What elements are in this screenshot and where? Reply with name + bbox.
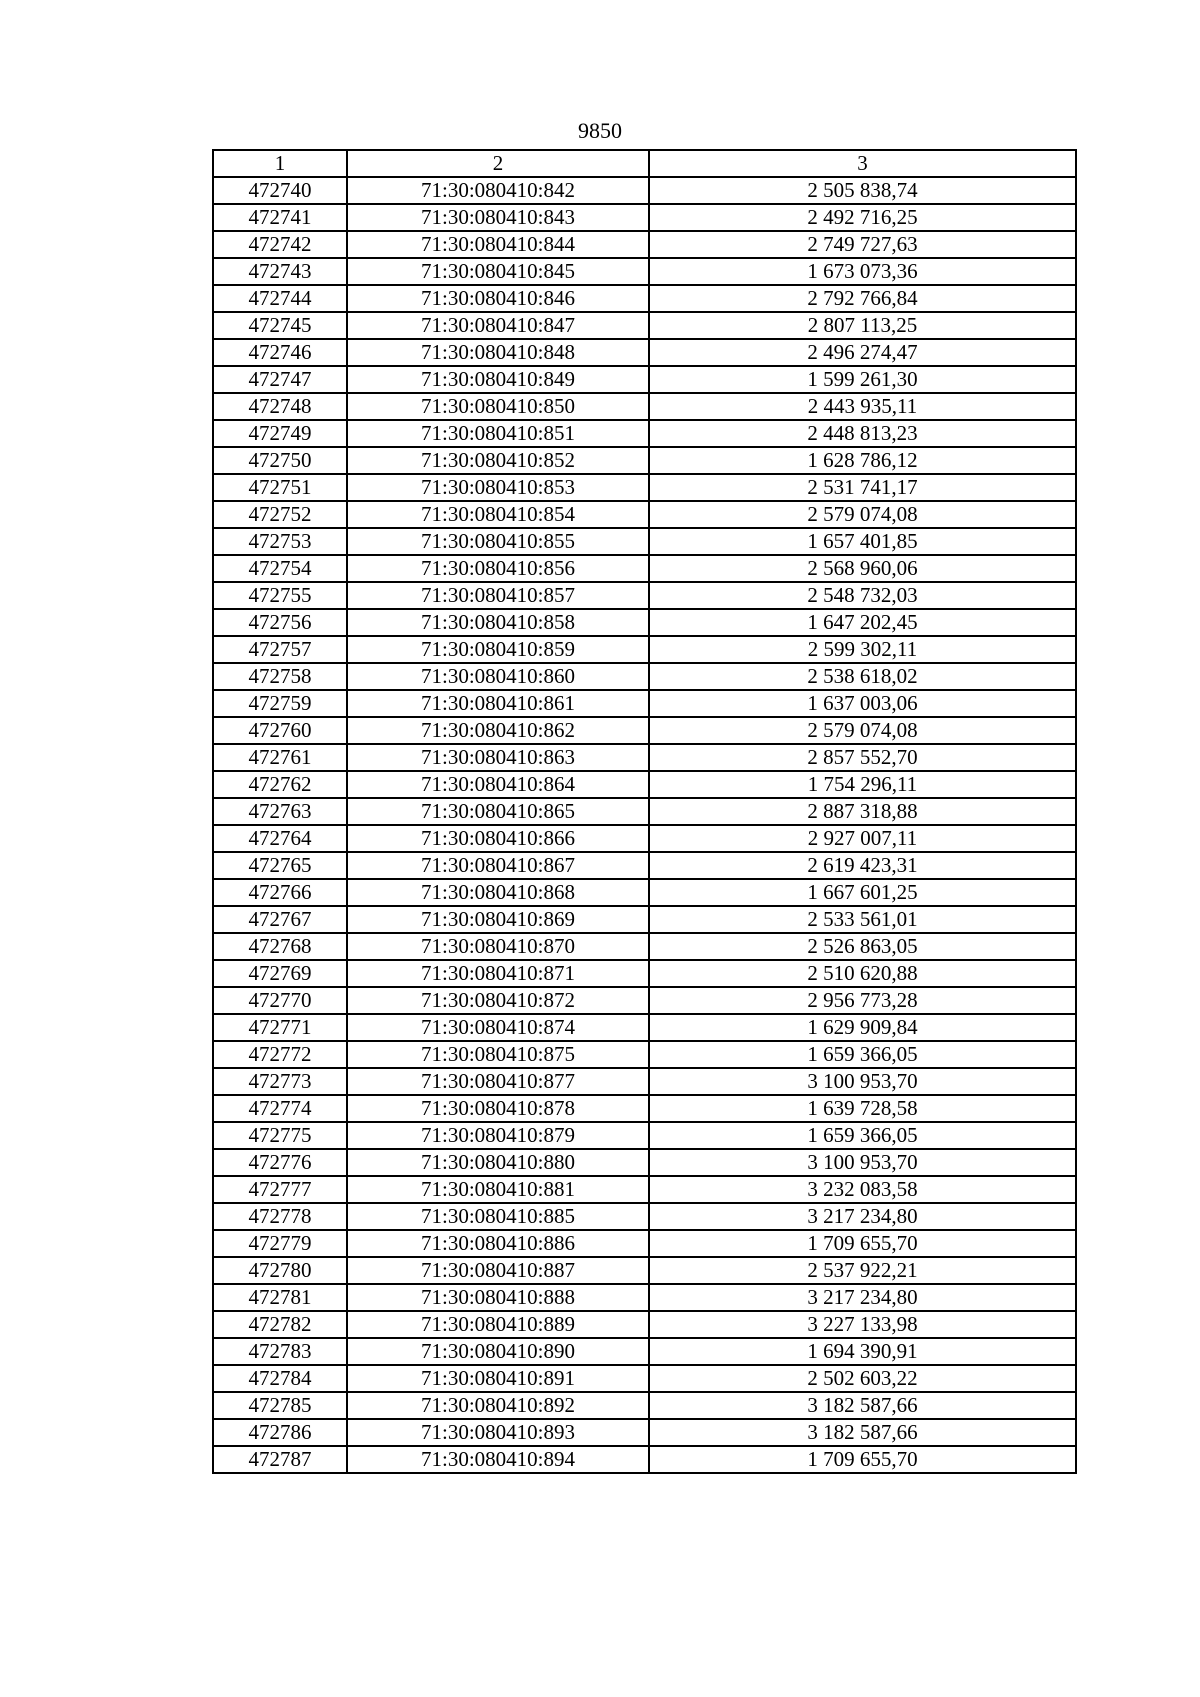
- table-row: [213, 528, 1076, 555]
- cadastral-number-cell: 71:30:080410:892: [347, 1392, 649, 1419]
- table-row: [213, 798, 1076, 825]
- cadastral-value-cell: 3 232 083,58: [649, 1176, 1076, 1203]
- cadastral-number-cell: 71:30:080410:852: [347, 447, 649, 474]
- table-row: [213, 582, 1076, 609]
- cadastral-value-cell: 3 182 587,66: [649, 1419, 1076, 1446]
- cadastral-value-cell: 1 673 073,36: [649, 258, 1076, 285]
- cadastral-number-cell: 71:30:080410:847: [347, 312, 649, 339]
- cadastral-value-cell: 1 647 202,45: [649, 609, 1076, 636]
- row-number-cell: 472743: [213, 258, 347, 285]
- cadastral-number-cell: 71:30:080410:893: [347, 1419, 649, 1446]
- table-row: [213, 987, 1076, 1014]
- cadastral-value-cell: 1 639 728,58: [649, 1095, 1076, 1122]
- row-number-cell: 472770: [213, 987, 347, 1014]
- column-header-2: 2: [347, 150, 649, 177]
- cadastral-number-cell: 71:30:080410:850: [347, 393, 649, 420]
- cadastral-number-cell: 71:30:080410:844: [347, 231, 649, 258]
- cadastral-value-cell: 3 182 587,66: [649, 1392, 1076, 1419]
- cadastral-number-cell: 71:30:080410:848: [347, 339, 649, 366]
- table-row: [213, 879, 1076, 906]
- table-row: [213, 1311, 1076, 1338]
- row-number-cell: 472785: [213, 1392, 347, 1419]
- table-row: [213, 555, 1076, 582]
- cadastral-number-cell: 71:30:080410:855: [347, 528, 649, 555]
- cadastral-value-cell: 2 568 960,06: [649, 555, 1076, 582]
- row-number-cell: 472752: [213, 501, 347, 528]
- table-row: [213, 1338, 1076, 1365]
- table-row: [213, 609, 1076, 636]
- cadastral-number-cell: 71:30:080410:858: [347, 609, 649, 636]
- cadastral-number-cell: 71:30:080410:887: [347, 1257, 649, 1284]
- cadastral-value-cell: 3 227 133,98: [649, 1311, 1076, 1338]
- cadastral-value-cell: 1 754 296,11: [649, 771, 1076, 798]
- row-number-cell: 472786: [213, 1419, 347, 1446]
- cadastral-number-cell: 71:30:080410:877: [347, 1068, 649, 1095]
- cadastral-value-cell: 2 579 074,08: [649, 717, 1076, 744]
- table-header-row: [213, 150, 1076, 177]
- row-number-cell: 472756: [213, 609, 347, 636]
- cadastral-number-cell: 71:30:080410:872: [347, 987, 649, 1014]
- row-number-cell: 472747: [213, 366, 347, 393]
- row-number-cell: 472775: [213, 1122, 347, 1149]
- cadastral-number-cell: 71:30:080410:862: [347, 717, 649, 744]
- table-row: [213, 1095, 1076, 1122]
- row-number-cell: 472773: [213, 1068, 347, 1095]
- cadastral-value-cell: 1 694 390,91: [649, 1338, 1076, 1365]
- cadastral-value-cell: 2 807 113,25: [649, 312, 1076, 339]
- table-row: [213, 771, 1076, 798]
- row-number-cell: 472776: [213, 1149, 347, 1176]
- column-header-3: 3: [649, 150, 1076, 177]
- row-number-cell: 472745: [213, 312, 347, 339]
- table-row: [213, 339, 1076, 366]
- cadastral-value-cell: 2 538 618,02: [649, 663, 1076, 690]
- row-number-cell: 472757: [213, 636, 347, 663]
- table-row: [213, 1122, 1076, 1149]
- cadastral-value-cell: 1 659 366,05: [649, 1041, 1076, 1068]
- cadastral-number-cell: 71:30:080410:885: [347, 1203, 649, 1230]
- cadastral-value-cell: 2 533 561,01: [649, 906, 1076, 933]
- cadastral-number-cell: 71:30:080410:888: [347, 1284, 649, 1311]
- cadastral-value-cell: 2 502 603,22: [649, 1365, 1076, 1392]
- table-row: [213, 285, 1076, 312]
- table-row: [213, 1419, 1076, 1446]
- cadastral-number-cell: 71:30:080410:856: [347, 555, 649, 582]
- cadastral-number-cell: 71:30:080410:870: [347, 933, 649, 960]
- cadastral-value-cell: 1 599 261,30: [649, 366, 1076, 393]
- table-row: [213, 1041, 1076, 1068]
- row-number-cell: 472767: [213, 906, 347, 933]
- cadastral-value-cell: 1 709 655,70: [649, 1230, 1076, 1257]
- row-number-cell: 472749: [213, 420, 347, 447]
- table-row: [213, 312, 1076, 339]
- table-row: [213, 231, 1076, 258]
- cadastral-number-cell: 71:30:080410:874: [347, 1014, 649, 1041]
- cadastral-value-cell: 2 619 423,31: [649, 852, 1076, 879]
- cadastral-number-cell: 71:30:080410:854: [347, 501, 649, 528]
- row-number-cell: 472762: [213, 771, 347, 798]
- row-number-cell: 472769: [213, 960, 347, 987]
- cadastral-number-cell: 71:30:080410:890: [347, 1338, 649, 1365]
- table-row: [213, 960, 1076, 987]
- cadastral-number-cell: 71:30:080410:859: [347, 636, 649, 663]
- row-number-cell: 472765: [213, 852, 347, 879]
- cadastral-number-cell: 71:30:080410:889: [347, 1311, 649, 1338]
- cadastral-value-cell: 2 579 074,08: [649, 501, 1076, 528]
- table-row: [213, 717, 1076, 744]
- cadastral-value-cell: 1 667 601,25: [649, 879, 1076, 906]
- table-row: [213, 1284, 1076, 1311]
- cadastral-number-cell: 71:30:080410:869: [347, 906, 649, 933]
- cadastral-value-cell: 2 749 727,63: [649, 231, 1076, 258]
- table-row: [213, 744, 1076, 771]
- cadastral-value-cell: 2 448 813,23: [649, 420, 1076, 447]
- cadastral-number-cell: 71:30:080410:849: [347, 366, 649, 393]
- cadastral-value-cell: 3 217 234,80: [649, 1284, 1076, 1311]
- cadastral-value-cell: 2 505 838,74: [649, 177, 1076, 204]
- row-number-cell: 472742: [213, 231, 347, 258]
- cadastral-number-cell: 71:30:080410:853: [347, 474, 649, 501]
- cadastral-number-cell: 71:30:080410:861: [347, 690, 649, 717]
- cadastral-value-cell: 3 217 234,80: [649, 1203, 1076, 1230]
- cadastral-number-cell: 71:30:080410:843: [347, 204, 649, 231]
- table-row: [213, 501, 1076, 528]
- table-row: [213, 177, 1076, 204]
- cadastral-number-cell: 71:30:080410:886: [347, 1230, 649, 1257]
- row-number-cell: 472740: [213, 177, 347, 204]
- cadastral-value-cell: 2 526 863,05: [649, 933, 1076, 960]
- row-number-cell: 472754: [213, 555, 347, 582]
- cadastral-number-cell: 71:30:080410:894: [347, 1446, 649, 1473]
- table-row: [213, 663, 1076, 690]
- cadastral-number-cell: 71:30:080410:851: [347, 420, 649, 447]
- table-row: [213, 1392, 1076, 1419]
- cadastral-value-cell: 2 510 620,88: [649, 960, 1076, 987]
- cadastral-number-cell: 71:30:080410:866: [347, 825, 649, 852]
- cadastral-value-cell: 2 887 318,88: [649, 798, 1076, 825]
- row-number-cell: 472748: [213, 393, 347, 420]
- cadastral-value-cell: 2 492 716,25: [649, 204, 1076, 231]
- row-number-cell: 472753: [213, 528, 347, 555]
- row-number-cell: 472771: [213, 1014, 347, 1041]
- row-number-cell: 472761: [213, 744, 347, 771]
- row-number-cell: 472760: [213, 717, 347, 744]
- table-row: [213, 1068, 1076, 1095]
- table-row: [213, 447, 1076, 474]
- page-number: 9850: [578, 118, 622, 143]
- table-row: [213, 420, 1076, 447]
- table-row: [213, 1149, 1076, 1176]
- table-row: [213, 204, 1076, 231]
- table-row: [213, 852, 1076, 879]
- row-number-cell: 472768: [213, 933, 347, 960]
- table-body: [213, 177, 1076, 1473]
- cadastral-value-cell: 1 637 003,06: [649, 690, 1076, 717]
- cadastral-value-table: [212, 149, 1077, 1474]
- table-row: [213, 690, 1076, 717]
- table-row: [213, 366, 1076, 393]
- cadastral-value-cell: 1 629 909,84: [649, 1014, 1076, 1041]
- row-number-cell: 472764: [213, 825, 347, 852]
- row-number-cell: 472763: [213, 798, 347, 825]
- row-number-cell: 472777: [213, 1176, 347, 1203]
- cadastral-number-cell: 71:30:080410:867: [347, 852, 649, 879]
- cadastral-value-cell: 2 537 922,21: [649, 1257, 1076, 1284]
- column-header-1: 1: [213, 150, 347, 177]
- table-row: [213, 636, 1076, 663]
- row-number-cell: 472751: [213, 474, 347, 501]
- row-number-cell: 472772: [213, 1041, 347, 1068]
- cadastral-number-cell: 71:30:080410:842: [347, 177, 649, 204]
- cadastral-value-cell: 2 548 732,03: [649, 582, 1076, 609]
- row-number-cell: 472750: [213, 447, 347, 474]
- cadastral-number-cell: 71:30:080410:880: [347, 1149, 649, 1176]
- table-row: [213, 1176, 1076, 1203]
- cadastral-value-cell: 2 443 935,11: [649, 393, 1076, 420]
- row-number-cell: 472755: [213, 582, 347, 609]
- row-number-cell: 472784: [213, 1365, 347, 1392]
- table-row: [213, 258, 1076, 285]
- row-number-cell: 472774: [213, 1095, 347, 1122]
- cadastral-number-cell: 71:30:080410:868: [347, 879, 649, 906]
- table-row: [213, 933, 1076, 960]
- cadastral-number-cell: 71:30:080410:878: [347, 1095, 649, 1122]
- row-number-cell: 472780: [213, 1257, 347, 1284]
- cadastral-number-cell: 71:30:080410:863: [347, 744, 649, 771]
- table-row: [213, 1203, 1076, 1230]
- row-number-cell: 472787: [213, 1446, 347, 1473]
- table-row: [213, 1230, 1076, 1257]
- table-row: [213, 825, 1076, 852]
- cadastral-value-cell: 3 100 953,70: [649, 1149, 1076, 1176]
- row-number-cell: 472783: [213, 1338, 347, 1365]
- table-row: [213, 1014, 1076, 1041]
- table-row: [213, 1365, 1076, 1392]
- row-number-cell: 472746: [213, 339, 347, 366]
- cadastral-value-cell: 2 496 274,47: [649, 339, 1076, 366]
- table-row: [213, 1446, 1076, 1473]
- cadastral-number-cell: 71:30:080410:845: [347, 258, 649, 285]
- cadastral-number-cell: 71:30:080410:846: [347, 285, 649, 312]
- row-number-cell: 472744: [213, 285, 347, 312]
- row-number-cell: 472759: [213, 690, 347, 717]
- cadastral-value-cell: 1 657 401,85: [649, 528, 1076, 555]
- cadastral-number-cell: 71:30:080410:857: [347, 582, 649, 609]
- cadastral-number-cell: 71:30:080410:891: [347, 1365, 649, 1392]
- cadastral-value-cell: 2 956 773,28: [649, 987, 1076, 1014]
- cadastral-number-cell: 71:30:080410:871: [347, 960, 649, 987]
- row-number-cell: 472782: [213, 1311, 347, 1338]
- cadastral-number-cell: 71:30:080410:879: [347, 1122, 649, 1149]
- cadastral-value-cell: 2 857 552,70: [649, 744, 1076, 771]
- row-number-cell: 472758: [213, 663, 347, 690]
- table-row: [213, 393, 1076, 420]
- cadastral-value-cell: 1 709 655,70: [649, 1446, 1076, 1473]
- row-number-cell: 472779: [213, 1230, 347, 1257]
- cadastral-value-cell: 3 100 953,70: [649, 1068, 1076, 1095]
- table-row: [213, 906, 1076, 933]
- cadastral-value-cell: 1 628 786,12: [649, 447, 1076, 474]
- row-number-cell: 472778: [213, 1203, 347, 1230]
- cadastral-value-cell: 1 659 366,05: [649, 1122, 1076, 1149]
- row-number-cell: 472741: [213, 204, 347, 231]
- cadastral-number-cell: 71:30:080410:860: [347, 663, 649, 690]
- cadastral-value-cell: 2 531 741,17: [649, 474, 1076, 501]
- row-number-cell: 472781: [213, 1284, 347, 1311]
- cadastral-value-cell: 2 599 302,11: [649, 636, 1076, 663]
- table-row: [213, 1257, 1076, 1284]
- cadastral-value-cell: 2 927 007,11: [649, 825, 1076, 852]
- table-row: [213, 474, 1076, 501]
- cadastral-number-cell: 71:30:080410:864: [347, 771, 649, 798]
- cadastral-number-cell: 71:30:080410:865: [347, 798, 649, 825]
- row-number-cell: 472766: [213, 879, 347, 906]
- cadastral-number-cell: 71:30:080410:881: [347, 1176, 649, 1203]
- cadastral-value-cell: 2 792 766,84: [649, 285, 1076, 312]
- cadastral-number-cell: 71:30:080410:875: [347, 1041, 649, 1068]
